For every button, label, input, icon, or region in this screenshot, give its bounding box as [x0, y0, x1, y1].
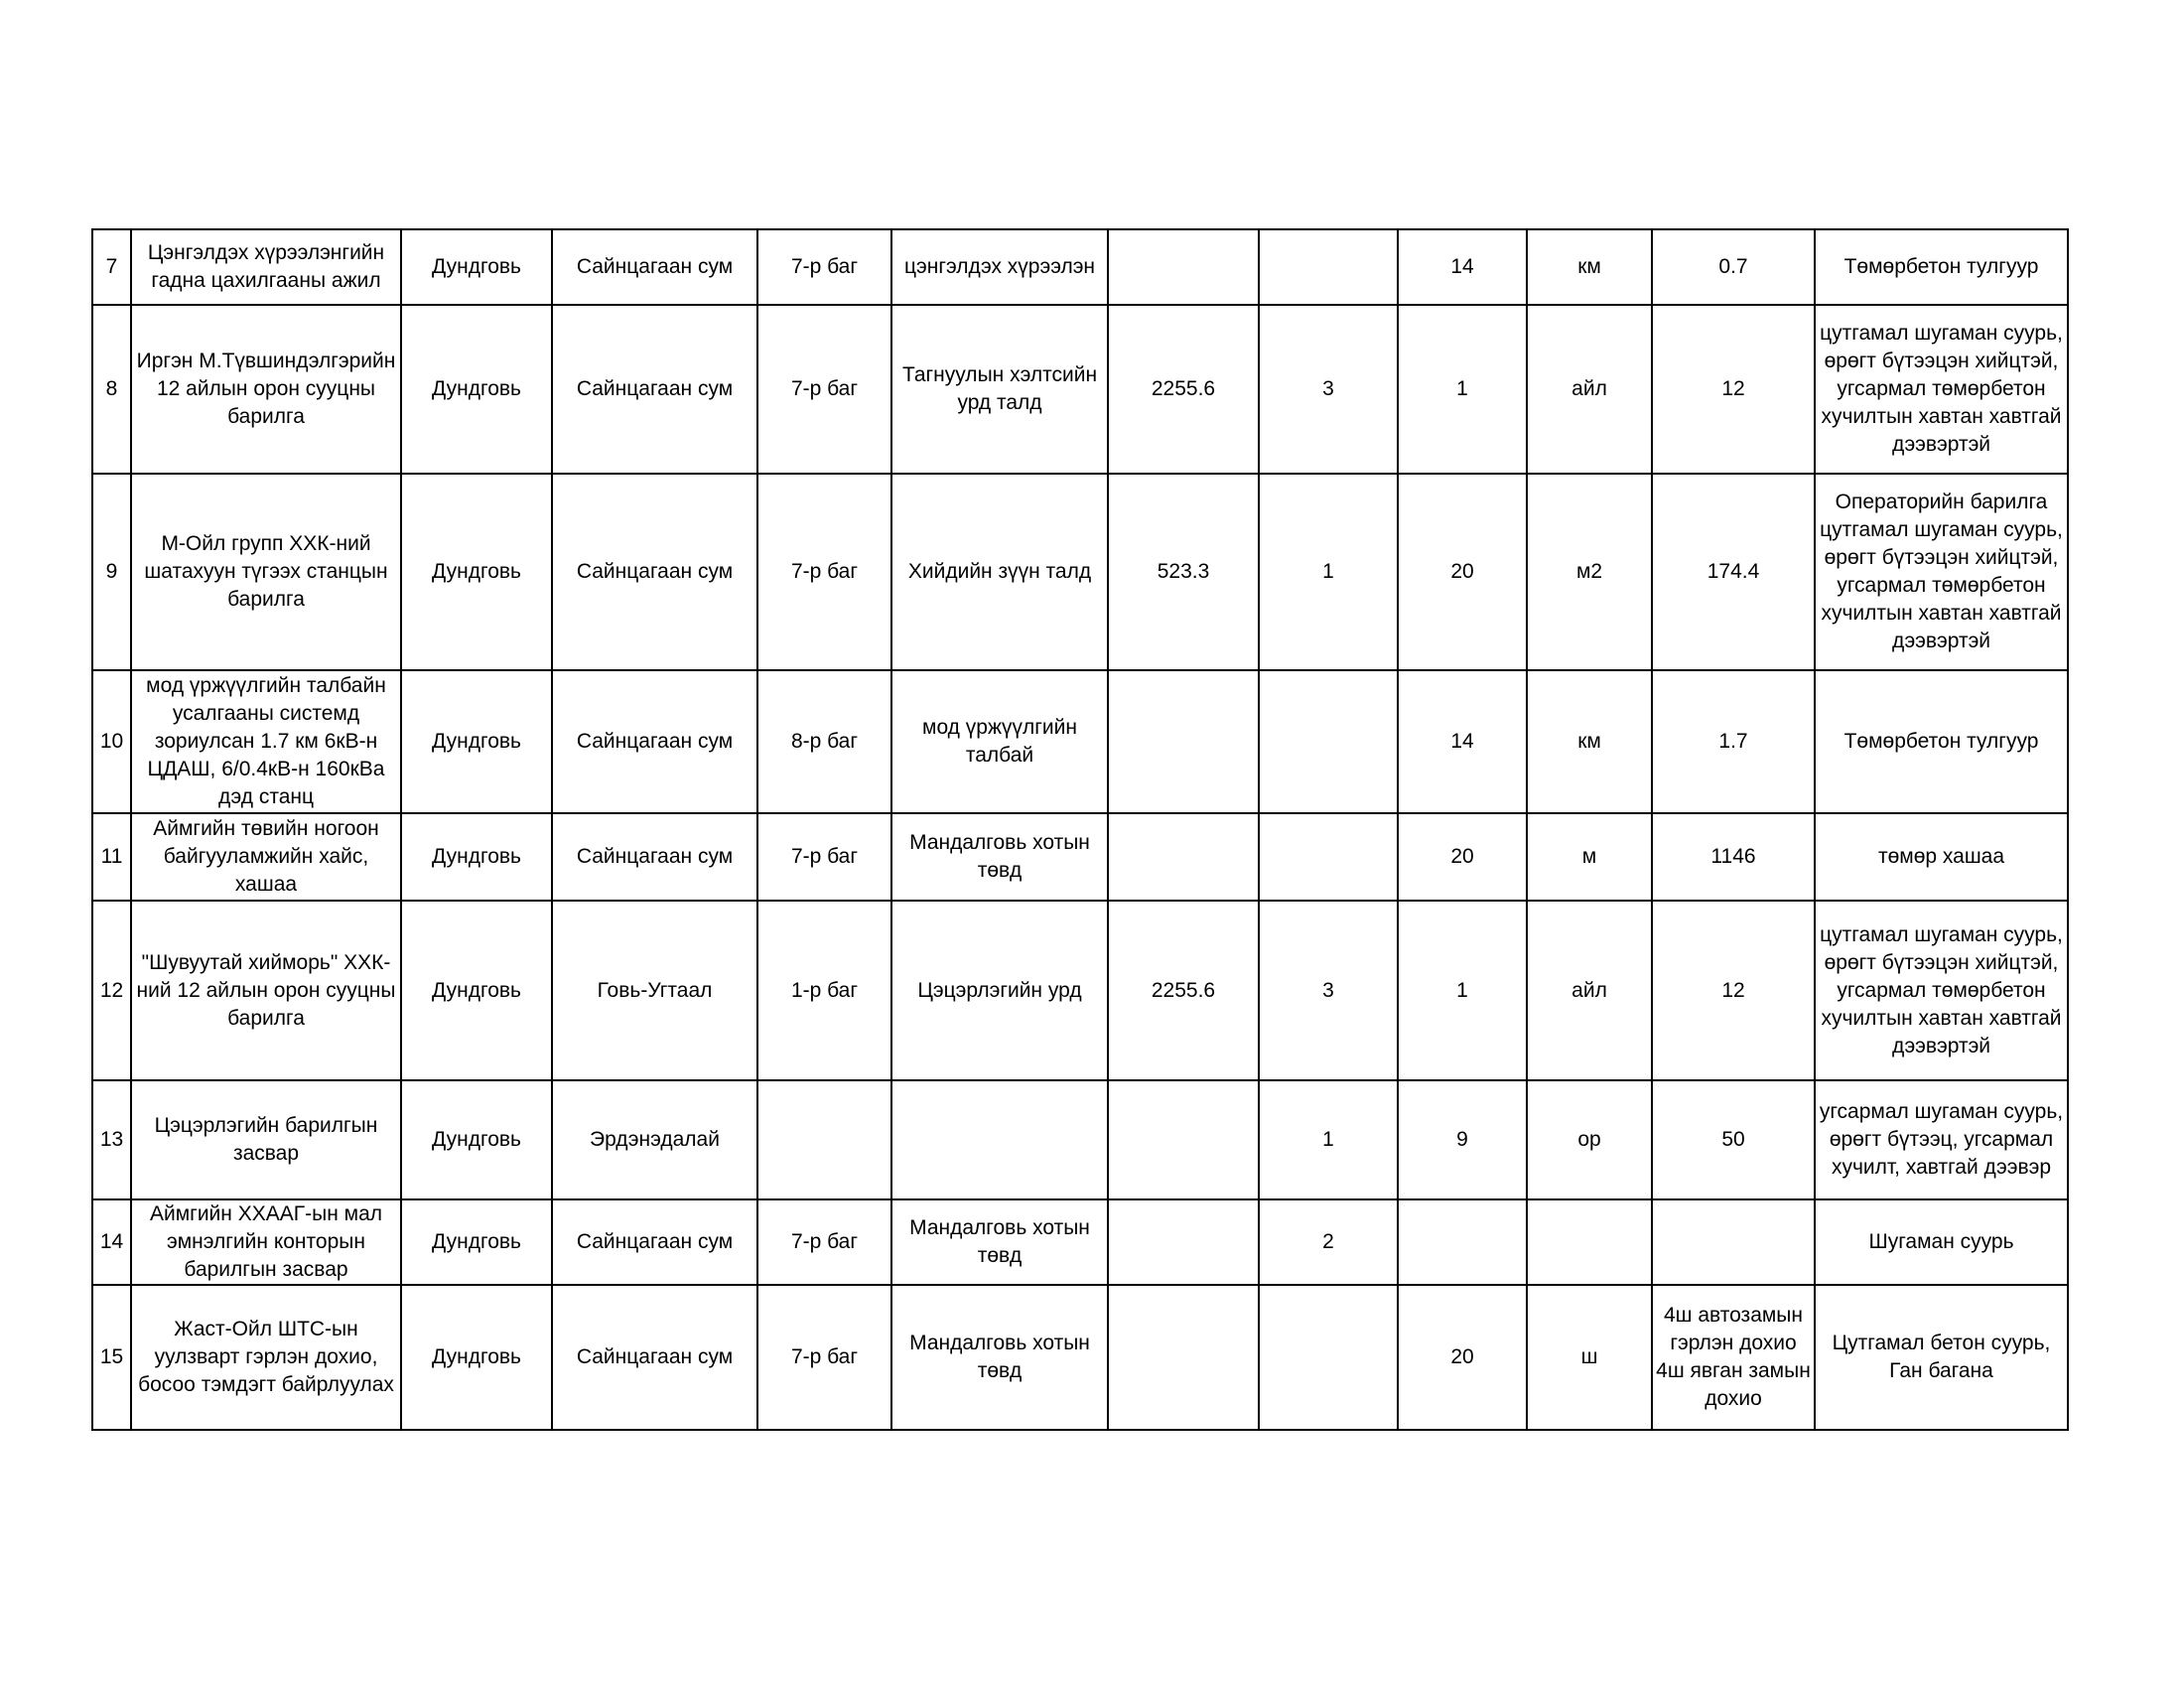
cell-location: Мандалговь хотын төвд [891, 1285, 1108, 1430]
cell-floors: 1 [1259, 474, 1398, 670]
cell-aimag: Дундговь [401, 474, 552, 670]
cell-sum: Сайнцагаан сум [552, 229, 757, 305]
cell-bag: 7-р баг [757, 813, 891, 901]
cell-duration: 9 [1398, 1080, 1527, 1199]
cell-structure: Цутгамал бетон суурь, Ган багана [1815, 1285, 2068, 1430]
cell-floors [1259, 229, 1398, 305]
cell-sum: Сайнцагаан сум [552, 305, 757, 474]
cell-capacity: 50 [1652, 1080, 1815, 1199]
cell-unit: м2 [1527, 474, 1652, 670]
cell-name: Аймгийн ХХААГ-ын мал эмнэлгийн конторын барилгын засвар [131, 1199, 401, 1285]
cell-unit: ш [1527, 1285, 1652, 1430]
cell-no: 10 [92, 670, 131, 813]
cell-structure: Операторийн барилга цутгамал шугаман суурь, өрөгт бүтээцэн хийцтэй, угсармал төмөрбетон хучилтын хавтан хавтгай дээвэртэй [1815, 474, 2068, 670]
cell-bag: 7-р баг [757, 305, 891, 474]
cell-area [1108, 229, 1259, 305]
cell-sum: Эрдэнэдалай [552, 1080, 757, 1199]
table-row [92, 813, 2068, 901]
cell-bag: 7-р баг [757, 229, 891, 305]
cell-aimag: Дундговь [401, 305, 552, 474]
cell-unit: айл [1527, 901, 1652, 1080]
table-row [92, 229, 2068, 305]
cell-capacity: 1.7 [1652, 670, 1815, 813]
cell-bag: 1-р баг [757, 901, 891, 1080]
cell-area [1108, 670, 1259, 813]
cell-name: Аймгийн төвийн ногоон байгууламжийн хайс, хашаа [131, 813, 401, 901]
cell-unit: км [1527, 670, 1652, 813]
cell-no: 9 [92, 474, 131, 670]
cell-duration: 1 [1398, 305, 1527, 474]
cell-duration: 14 [1398, 229, 1527, 305]
cell-floors [1259, 1285, 1398, 1430]
cell-no: 11 [92, 813, 131, 901]
cell-unit: ор [1527, 1080, 1652, 1199]
cell-area [1108, 1199, 1259, 1285]
cell-sum: Сайнцагаан сум [552, 1199, 757, 1285]
cell-sum: Сайнцагаан сум [552, 474, 757, 670]
table-row [92, 1080, 2068, 1199]
cell-floors: 2 [1259, 1199, 1398, 1285]
cell-name: М-Ойл групп ХХК-ний шатахуун түгээх станцын барилга [131, 474, 401, 670]
cell-structure: цутгамал шугаман суурь, өрөгт бүтээцэн хийцтэй, угсармал төмөрбетон хучилтын хавтан хавтгай дээвэртэй [1815, 305, 2068, 474]
cell-name: Цэнгэлдэх хүрээлэнгийн гадна цахилгааны ажил [131, 229, 401, 305]
table-row [92, 1285, 2068, 1430]
cell-duration: 20 [1398, 1285, 1527, 1430]
cell-floors [1259, 670, 1398, 813]
cell-bag [757, 1080, 891, 1199]
cell-capacity [1652, 1199, 1815, 1285]
cell-name: Иргэн М.Түвшиндэлгэрийн 12 айлын орон сууцны барилга [131, 305, 401, 474]
cell-floors: 1 [1259, 1080, 1398, 1199]
cell-name: Цэцэрлэгийн барилгын засвар [131, 1080, 401, 1199]
cell-unit: айл [1527, 305, 1652, 474]
cell-structure: цутгамал шугаман суурь, өрөгт бүтээцэн хийцтэй, угсармал төмөрбетон хучилтын хавтан хавтгай дээвэртэй [1815, 901, 2068, 1080]
cell-floors [1259, 813, 1398, 901]
cell-location [891, 1080, 1108, 1199]
cell-floors: 3 [1259, 901, 1398, 1080]
cell-unit: м [1527, 813, 1652, 901]
table-row [92, 901, 2068, 1080]
cell-capacity: 12 [1652, 305, 1815, 474]
cell-capacity: 1146 [1652, 813, 1815, 901]
cell-area: 2255.6 [1108, 305, 1259, 474]
cell-structure: төмөр хашаа [1815, 813, 2068, 901]
cell-bag: 7-р баг [757, 1285, 891, 1430]
cell-structure: Төмөрбетон тулгуур [1815, 670, 2068, 813]
cell-location: Мандалговь хотын төвд [891, 1199, 1108, 1285]
cell-aimag: Дундговь [401, 813, 552, 901]
cell-no: 7 [92, 229, 131, 305]
cell-floors: 3 [1259, 305, 1398, 474]
cell-duration [1398, 1199, 1527, 1285]
cell-bag: 8-р баг [757, 670, 891, 813]
cell-aimag: Дундговь [401, 670, 552, 813]
cell-capacity: 12 [1652, 901, 1815, 1080]
cell-capacity: 174.4 [1652, 474, 1815, 670]
cell-structure: угсармал шугаман суурь, өрөгт бүтээц, угсармал хучилт, хавтгай дээвэр [1815, 1080, 2068, 1199]
cell-unit [1527, 1199, 1652, 1285]
cell-unit: км [1527, 229, 1652, 305]
cell-aimag: Дундговь [401, 1080, 552, 1199]
cell-sum: Сайнцагаан сум [552, 813, 757, 901]
table-row [92, 474, 2068, 670]
cell-duration: 20 [1398, 474, 1527, 670]
cell-no: 8 [92, 305, 131, 474]
cell-bag: 7-р баг [757, 1199, 891, 1285]
cell-no: 12 [92, 901, 131, 1080]
cell-duration: 14 [1398, 670, 1527, 813]
cell-no: 15 [92, 1285, 131, 1430]
cell-capacity: 0.7 [1652, 229, 1815, 305]
table-row [92, 1199, 2068, 1285]
cell-sum: Говь-Угтаал [552, 901, 757, 1080]
cell-no: 14 [92, 1199, 131, 1285]
cell-aimag: Дундговь [401, 229, 552, 305]
cell-no: 13 [92, 1080, 131, 1199]
table-row [92, 305, 2068, 474]
cell-area [1108, 813, 1259, 901]
data-table [91, 228, 2069, 1431]
cell-area: 523.3 [1108, 474, 1259, 670]
cell-location: Мандалговь хотын төвд [891, 813, 1108, 901]
cell-bag: 7-р баг [757, 474, 891, 670]
cell-structure: Шугаман суурь [1815, 1199, 2068, 1285]
cell-location: Цэцэрлэгийн урд [891, 901, 1108, 1080]
table-body [92, 229, 2068, 1430]
cell-capacity: 4ш автозамын гэрлэн дохио 4ш явган замын дохио [1652, 1285, 1815, 1430]
cell-sum: Сайнцагаан сум [552, 670, 757, 813]
cell-area [1108, 1285, 1259, 1430]
cell-location: Хийдийн зүүн талд [891, 474, 1108, 670]
cell-aimag: Дундговь [401, 901, 552, 1080]
cell-sum: Сайнцагаан сум [552, 1285, 757, 1430]
cell-name: мод үржүүлгийн талбайн усалгааны системд зориулсан 1.7 км 6кВ-н ЦДАШ, 6/0.4кВ-н 160кВа дэд станц [131, 670, 401, 813]
cell-structure: Төмөрбетон тулгуур [1815, 229, 2068, 305]
cell-aimag: Дундговь [401, 1285, 552, 1430]
cell-area [1108, 1080, 1259, 1199]
cell-location: Тагнуулын хэлтсийн урд талд [891, 305, 1108, 474]
table-row [92, 670, 2068, 813]
cell-aimag: Дундговь [401, 1199, 552, 1285]
cell-name: Жаст-Ойл ШТС-ын уулзварт гэрлэн дохио, босоо тэмдэгт байрлуулах [131, 1285, 401, 1430]
cell-location: цэнгэлдэх хүрээлэн [891, 229, 1108, 305]
cell-duration: 1 [1398, 901, 1527, 1080]
cell-area: 2255.6 [1108, 901, 1259, 1080]
cell-name: "Шувуутай хийморь" ХХК-ний 12 айлын орон сууцны барилга [131, 901, 401, 1080]
cell-location: мод үржүүлгийн талбай [891, 670, 1108, 813]
cell-duration: 20 [1398, 813, 1527, 901]
